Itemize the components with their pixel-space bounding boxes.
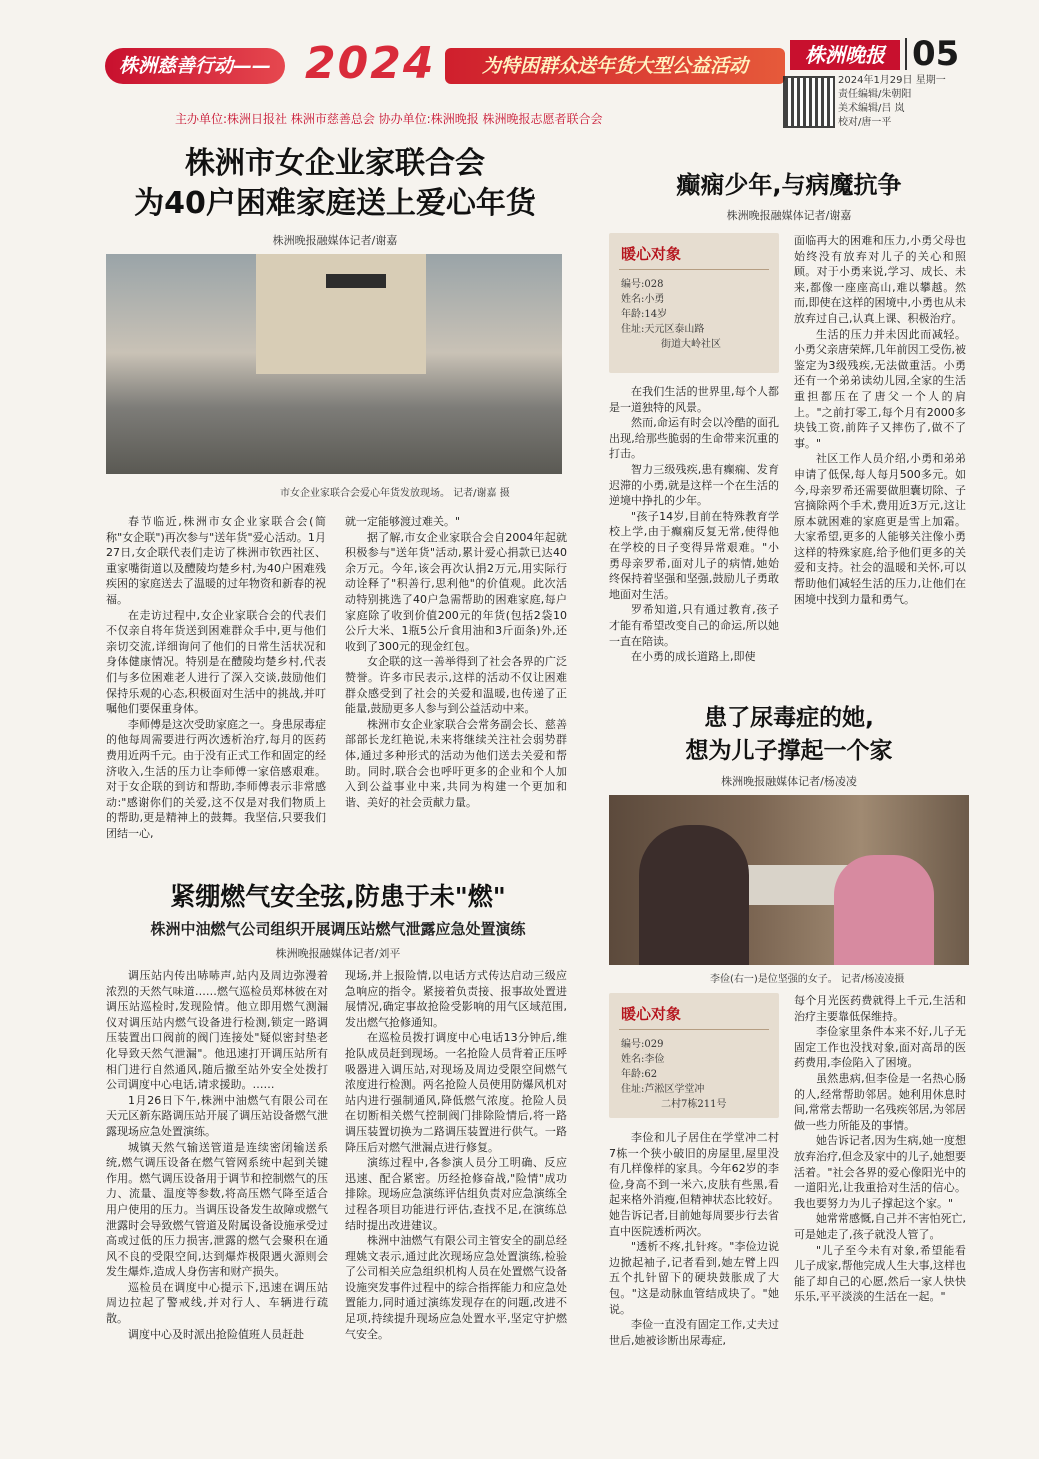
paragraph: 生活的压力并未因此而减轻。小勇父亲唐荣辉,几年前因工受伤,被鉴定为3级残疾,无法做重活。小勇还有一个弟弟读幼儿园,全家的生活重担都压在了唐父一个人的肩上。"之前打零工,每个月有2000多块钱工资,前阵子又摔伤了,做不了事。" <box>794 327 966 450</box>
article1-column-2 <box>345 514 567 810</box>
article4-column-2 <box>345 968 567 1342</box>
card-title: 暖心对象 <box>621 245 682 263</box>
article3-headline-line2: 想为儿子撑起一个家 <box>685 738 893 764</box>
article4-headline: 紧绷燃气安全弦,防患于未"燃" <box>170 882 506 911</box>
issue-date: 2024年1月29日 星期一 <box>838 75 946 86</box>
paragraph: 现场,并上报险情,以电话方式传达启动三级应急响应的指令。紧接着负责接、报事故处置进展情况,确定事故抢险受影响的用气区域范围,发出燃气抢修通知。 <box>345 969 567 1029</box>
paragraph: 就一定能够渡过难关。" <box>345 515 461 528</box>
paragraph: "儿子至今未有对象,希望能看儿子成家,帮他完成人生大事,这样也能了却自己的心愿,然后一家人快快乐乐,平平淡淡的生活在一起。" <box>794 1243 966 1304</box>
paragraph: 李俭家里条件本来不好,儿子无固定工作也没找对象,面对高昂的医药费用,李俭陷入了困境。 <box>794 1025 966 1070</box>
info-age: 年龄:62 <box>621 1069 658 1080</box>
art-editor-credit: 美术编辑/吕 岚 <box>838 103 905 114</box>
paragraph: 巡检员在调度中心提示下,迅速在调压站周边拉起了警戒线,并对行人、车辆进行疏散。 <box>106 1280 328 1326</box>
paragraph: 社区工作人员介绍,小勇和弟弟申请了低保,每人每月500多元。如今,母亲罗希还需要做胆囊切除、子宫摘除两个手术,费用近3万元,这让原本就困难的家庭更是雪上加霜。大家希望,更多的人能够关注像小勇这样的特殊家庭,给予他们更多的关爱和支持。社会的温暖和关怀,可以帮助他们减轻生活的压力,让他们在困境中找到力量和勇气。 <box>794 452 966 606</box>
page-number: 05 <box>912 34 960 74</box>
proof-credit: 校对/唐一平 <box>838 117 892 128</box>
editor-credit: 责任编辑/朱朝阳 <box>838 89 912 100</box>
article1-column-1 <box>106 514 326 841</box>
article2-byline: 株洲晚报融媒体记者/谢嘉 <box>726 209 852 222</box>
card-divider <box>619 1029 769 1030</box>
photo-building <box>256 254 426 374</box>
info-number: 编号:028 <box>621 279 664 290</box>
banner-right-title: 为特困群众送年货大型公益活动 <box>445 48 785 84</box>
card-divider <box>619 269 769 270</box>
article2-headline: 癫痫少年,与病魔抗争 <box>676 171 902 199</box>
info-address: 住址:芦淞区学堂冲 <box>621 1084 705 1095</box>
paragraph: 春节临近,株洲市女企业家联合会(简称"女企联")再次参与"送年货"爱心活动。1月27日,女企联代表们走访了株洲市钦西社区、重家嘴街道以及醴陵均楚乡村,为40户困难残疾困的家庭送去了温暖的过年物资和新春的祝福。 <box>106 515 326 606</box>
paragraph: 在走访过程中,女企业家联合会的代表们不仅亲自将年货送到困难群众手中,更与他们亲切交流,详细询问了他们的日常生活状况和身体健康情况。特别是在醴陵均楚乡村,代表们与多位困难老人进行了深入交谈,鼓励他们保持乐观的心态,积极面对生活中的挑战,并叮嘱他们要保重身体。 <box>106 608 326 716</box>
banner-left-title: 株洲慈善行动—— <box>105 48 285 84</box>
paragraph: 在巡检员拨打调度中心电话13分钟后,维抢队成员赶到现场。一名抢险人员背着正压呼吸器进入调压站,对现场及周边受限空间燃气浓度进行检测。两名抢险人员使用防爆风机对站内进行强制通风,降低燃气浓度。抢险人员在切断相关燃气控制阀门排除险情后,将一路调压装置切换为二路调压装置进行供气。一路降压后对燃气泄漏点进行修复。 <box>345 1031 567 1154</box>
paragraph: 女企联的这一善举得到了社会各界的广泛赞誉。许多市民表示,这样的活动不仅让困难群众感受到了社会的关爱和温暖,也传递了正能量,鼓励更多人参与到公益活动中来。 <box>345 655 567 716</box>
paragraph: 株洲市女企业家联合会常务副会长、慈善部部长龙红艳说,未来将继续关注社会弱势群体,通过多种形式的活动为他们送去关爱和帮助。同时,联合会也呼吁更多的企业和个人加入到公益事业中来,共同为构建一个更加和谐、美好的社会贡献力量。 <box>345 717 567 809</box>
article1-headline-line1: 株洲市女企业家联合会 <box>185 146 485 181</box>
article2-column-2 <box>794 233 966 607</box>
paragraph: 她告诉记者,因为生病,她一度想放弃治疗,但念及家中的儿子,她想要活着。"社会各界的爱心像阳光中的一道阳光,让我重拾对生活的信心。我也要努力为儿子撑起这个家。" <box>794 1134 966 1210</box>
article3-photo <box>609 795 969 965</box>
card-info <box>621 1037 726 1112</box>
article3-info-card <box>609 993 779 1118</box>
paragraph: "孩子14岁,目前在特殊教育学校上学,由于癫痫反复无常,使得他在学校的日子变得异常艰难。"小勇母亲罗希,面对儿子的病情,她始终保持着坚强和坚强,鼓励儿子勇敢地面对生活。 <box>609 509 779 601</box>
paragraph: 她常常感慨,自己并不害怕死亡,可是她走了,孩子就没人管了。 <box>794 1212 966 1241</box>
sponsors-line: 主办单位:株洲日报社 株洲市慈善总会 协办单位:株洲晚报 株洲晚报志愿者联合会 <box>175 112 603 126</box>
paragraph: 据了解,市女企业家联合会自2004年起就积极参与"送年货"活动,累计爱心捐款已达40余万元。今年,该会再次认捐2万元,用实际行动诠释了"积善行,思利他"的价值观。此次活动特别挑选了40户急需帮助的困难家庭,每户家庭除了收到价值200元的年货(包括2袋10公斤大米、1瓶5公斤食用油和3斤面条)外,还收到了300元的现金红包。 <box>345 530 567 653</box>
info-address-2: 街道大岭社区 <box>661 339 721 350</box>
article4-column-1 <box>106 968 328 1342</box>
card-info <box>621 277 721 352</box>
article3-column-1 <box>609 1130 779 1348</box>
article4-byline: 株洲晚报融媒体记者/刘平 <box>275 947 401 960</box>
top-banner <box>105 36 785 96</box>
paragraph: "透析不疼,扎针疼。"李俭边说边掀起袖子,记者看到,她左臂上四五个扎针留下的硬块鼓胀成了大包。"这是动脉血管结成块了。"她说。 <box>609 1240 779 1316</box>
article1-byline: 株洲晚报融媒体记者/谢嘉 <box>272 234 398 247</box>
article2-column-1 <box>609 384 779 665</box>
banner-year: 2024 <box>305 38 436 89</box>
paragraph: 面临再大的困难和压力,小勇父母也始终没有放弃对儿子的关心和照顾。对于小勇来说,学习、成长、未来,都像一座座高山,难以攀越。然而,即使在这样的困境中,小勇也从未放弃过自己,认真上课、积极治疗。 <box>794 234 966 325</box>
info-number: 编号:029 <box>621 1039 664 1050</box>
info-address: 住址:天元区泰山路 <box>621 324 705 335</box>
paragraph: 在小勇的成长道路上,即使 <box>631 650 756 664</box>
article4-subtitle: 株洲中油燃气公司组织开展调压站燃气泄露应急处置演练 <box>150 920 526 938</box>
article3-column-2 <box>794 993 966 1305</box>
paragraph: 李俭和儿子居住在学堂冲二村7栋一个狭小破旧的房屋里,屋里没有几样像样的家具。今年62岁的李俭,身高不到一米六,皮肤有些黑,看起来格外消瘦,但精神状态比较好。她告诉记者,目前她每周要步行去省直中医院透析两次。 <box>609 1131 779 1238</box>
paragraph: 每个月光医药费就得上千元,生活和治疗主要靠低保维持。 <box>794 994 966 1023</box>
photo-person-right <box>834 855 934 965</box>
article3-headline-line1: 患了尿毒症的她, <box>704 705 874 731</box>
paragraph: 1月26日下午,株洲中油燃气有限公司在天元区新东路调压站开展了调压站设备燃气泄露现场应急处置演练。 <box>106 1093 328 1138</box>
article1-headline-line2: 为40户困难家庭送上爱心年货 <box>134 186 536 221</box>
paragraph: 李俭一直没有固定工作,丈夫过世后,她被诊断出尿毒症, <box>609 1318 779 1347</box>
card-title: 暖心对象 <box>621 1005 682 1023</box>
article3-byline: 株洲晚报融媒体记者/杨凌凌 <box>721 775 857 788</box>
paper-logo: 株洲晚报 <box>790 40 900 70</box>
paragraph: 然而,命运有时会以冷酷的面孔出现,给那些脆弱的生命带来沉重的打击。 <box>609 416 779 461</box>
paragraph: 智力三级残疾,患有癫痫、发育迟滞的小勇,就是这样一个在生活的逆境中挣扎的少年。 <box>609 462 779 508</box>
paragraph: 调度中心及时派出抢险值班人员赶赴 <box>128 1327 304 1341</box>
article3-headline <box>606 702 972 768</box>
article1-photo <box>106 254 562 474</box>
photo-person-left <box>639 825 749 965</box>
article2-info-card <box>609 233 779 373</box>
info-name: 姓名:李俭 <box>621 1054 665 1065</box>
photo-sign <box>326 274 386 288</box>
paragraph: 株洲中油燃气有限公司主管安全的副总经理姚文表示,通过此次现场应急处置演练,检验了公司相关应急组织机构人员在处置燃气设备设施突发事件过程中的综合指挥能力和应急处置能力,同时通过演练发现存在的问题,改进不足项,持续提升现场应急处置水平,坚定守护燃气安全。 <box>345 1234 567 1341</box>
info-age: 年龄:14岁 <box>621 309 668 320</box>
article1-caption: 市女企业家联合会爱心年货发放现场。 记者/谢嘉 摄 <box>280 488 510 499</box>
info-name: 姓名:小勇 <box>621 294 665 305</box>
paragraph: 演练过程中,各参演人员分工明确、反应迅速、配合紧密。历经抢修奋战,"险情"成功排除。现场应急演练评估组负责对应急演练全过程各项目功能进行评估,查找不足,在演练总结时提出改进建议。 <box>345 1156 567 1232</box>
article3-caption: 李俭(右一)是位坚强的女子。 记者/杨凌凌摄 <box>710 974 905 985</box>
edition-meta <box>838 74 946 130</box>
info-address-2: 二村7栋211号 <box>661 1099 727 1110</box>
paragraph: 李师傅是这次受助家庭之一。身患尿毒症的他每周需要进行两次透析治疗,每月的医药费用近两千元。由于没有正式工作和固定的经济收入,生活的压力让李师傅一家倍感艰难。对于女企联的到访和帮助,李师傅表示非常感动:"感谢你们的关爱,这不仅是对我们物质上的帮助,更是精神上的鼓舞。我坚信,只要我们团结一心, <box>106 717 326 840</box>
paragraph: 罗希知道,只有通过教育,孩子才能有希望改变自己的命运,所以她一直在陪读。 <box>609 603 779 648</box>
paragraph: 虽然患病,但李俭是一名热心肠的人,经常帮助邻居。她利用休息时间,常常去帮助一名残疾邻居,为邻居做一些力所能及的事情。 <box>794 1071 966 1132</box>
paragraph: 在我们生活的世界里,每个人都是一道独特的风景。 <box>609 385 779 414</box>
article1-headline <box>100 144 570 224</box>
paragraph: 调压站内传出哧哧声,站内及周边弥漫着浓烈的天然气味道……燃气巡检员郑林彼在对调压站巡检时,发现险情。他立即用燃气测漏仪对调压站内燃气设备进行检测,锁定一路调压装置出口阀前的阀门连接处"疑似密封垫老化导致天然气泄漏"。他迅速打开调压站所有相门进行自然通风,随后撤至站外安全处拨打公司调度中心电话,请求援助。…… <box>106 969 328 1092</box>
header-divider <box>905 38 907 70</box>
qr-code-icon <box>783 76 835 128</box>
paragraph: 城镇天然气输送管道是连续密闭输送系统,燃气调压设备在燃气管网系统中起到关键作用。燃气调压设备用于调节和控制燃气的压力、流量、温度等参数,将高压燃气降至适合用户使用的压力。当调压设备发生故障或燃气泄露时会导致燃气管道及附属设备设施承受过高或过低的压力损害,泄露的燃气会聚积在通风不良的受限空间,达到爆炸极限遇火源则会发生爆炸,造成人身伤害和财产损失。 <box>106 1140 328 1279</box>
